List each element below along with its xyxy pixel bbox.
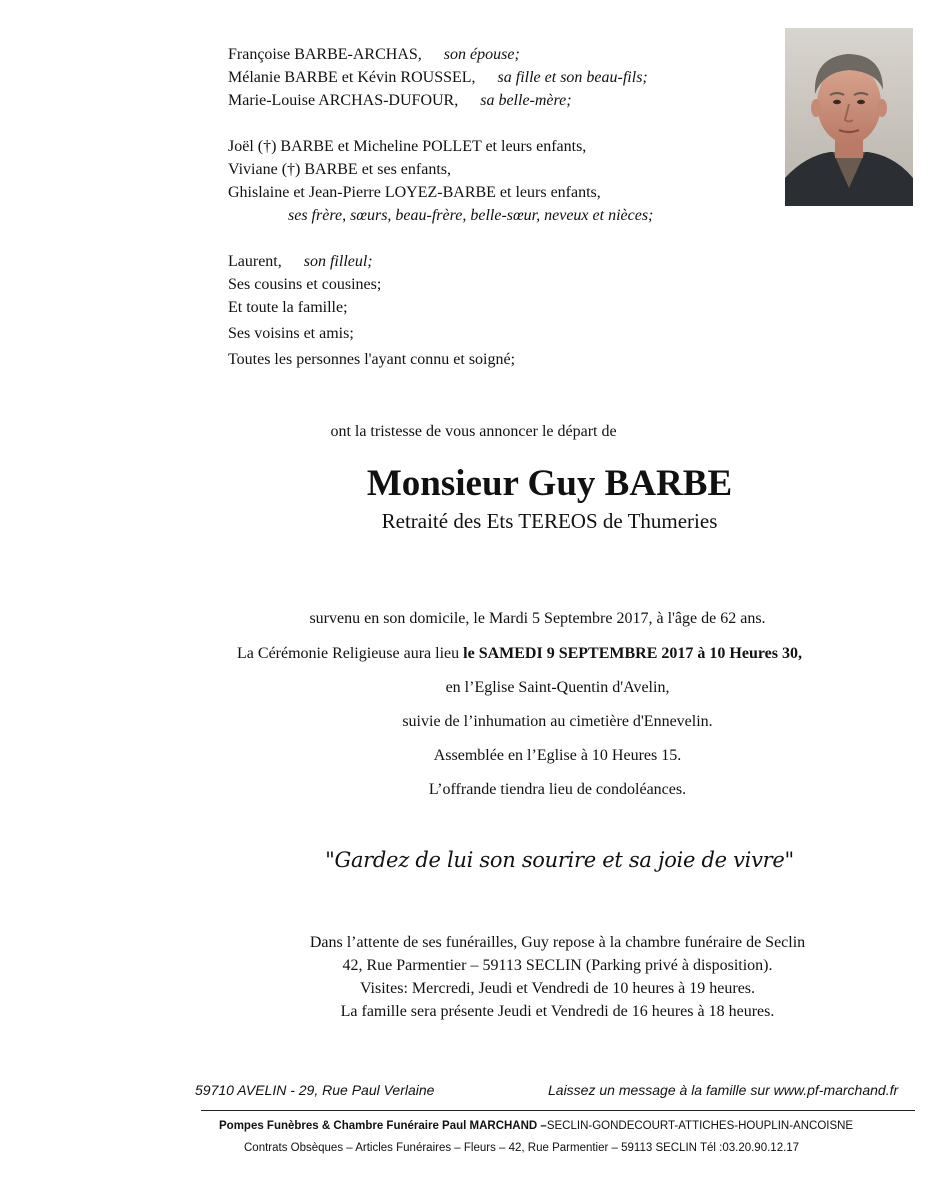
portrait-photo	[785, 28, 913, 206]
burial-line: suivie de l’inhumation au cimetière d'Ennevelin.	[402, 713, 713, 730]
family-line: Toutes les personnes l'ayant connu et soigné;	[228, 351, 516, 368]
offering-line: L’offrande tiendra lieu de condoléances.	[428, 781, 687, 798]
church-line: en l’Eglise Saint-Quentin d'Avelin,	[445, 679, 670, 696]
deceased-occupation: Retraité des Ets TEREOS de Thumeries	[381, 509, 718, 533]
footer-divider	[201, 1110, 915, 1111]
family-line: Françoise BARBE-ARCHAS, son épouse;	[228, 46, 520, 63]
family-list	[228, 43, 653, 371]
family-line: Mélanie BARBE et Kévin ROUSSEL, sa fille et son beau-fils;	[228, 69, 648, 86]
portrait-image	[785, 28, 913, 206]
announcement-text: ont la tristesse de vous annoncer le départ de	[330, 423, 617, 440]
deceased-name: Monsieur Guy BARBE	[366, 463, 733, 504]
resting-line: Visites: Mercredi, Jeudi et Vendredi de 10 heures à 19 heures.	[359, 980, 756, 997]
family-role-line: ses frère, sœurs, beau-frère, belle-sœur, neveux et nièces;	[288, 207, 654, 224]
family-line: Ses voisins et amis;	[228, 325, 354, 342]
resting-line: La famille sera présente Jeudi et Vendredi de 16 heures à 18 heures.	[340, 1003, 775, 1020]
family-line: Ghislaine et Jean-Pierre LOYEZ-BARBE et leurs enfants,	[228, 184, 601, 201]
ceremony-date: le SAMEDI 9 SEPTEMBRE 2017 à 10 Heures 30,	[463, 645, 802, 662]
family-line: Marie-Louise ARCHAS-DUFOUR, sa belle-mère;	[228, 92, 572, 109]
footer-address: 59710 AVELIN - 29, Rue Paul Verlaine	[195, 1082, 435, 1098]
family-line: Joël (†) BARBE et Micheline POLLET et leurs enfants,	[228, 138, 587, 155]
footer-message: Laissez un message à la famille sur www.pf-marchand.fr	[548, 1082, 899, 1098]
ceremony-line: La Cérémonie Religieuse aura lieu le SAMEDI 9 SEPTEMBRE 2017 à 10 Heures 30,	[237, 645, 802, 662]
resting-line: 42, Rue Parmentier – 59113 SECLIN (Parking privé à disposition).	[342, 957, 773, 974]
footer-company: Pompes Funèbres & Chambre Funéraire Paul MARCHAND –SECLIN-GONDECOURT-ATTICHES-HOUPLIN-ANCOISNE	[219, 1120, 854, 1132]
assembly-line: Assemblée en l’Eglise à 10 Heures 15.	[433, 747, 682, 764]
memorial-quote: "Gardez de lui son sourire et sa joie de vivre"	[325, 848, 794, 872]
resting-info	[84, 931, 947, 1023]
family-line: Viviane (†) BARBE et ses enfants,	[228, 161, 451, 178]
family-line: Et toute la famille;	[228, 299, 348, 316]
footer-contracts: Contrats Obsèques – Articles Funéraires – Fleurs – 42, Rue Parmentier – 59113 SECLIN Tél :03.20.90.12.17	[244, 1142, 800, 1154]
death-notice: survenu en son domicile, le Mardi 5 Septembre 2017, à l'âge de 62 ans.	[309, 610, 766, 627]
family-line: Laurent, son filleul;	[228, 253, 373, 270]
resting-line: Dans l’attente de ses funérailles, Guy repose à la chambre funéraire de Seclin	[309, 934, 806, 951]
family-line: Ses cousins et cousines;	[228, 276, 382, 293]
